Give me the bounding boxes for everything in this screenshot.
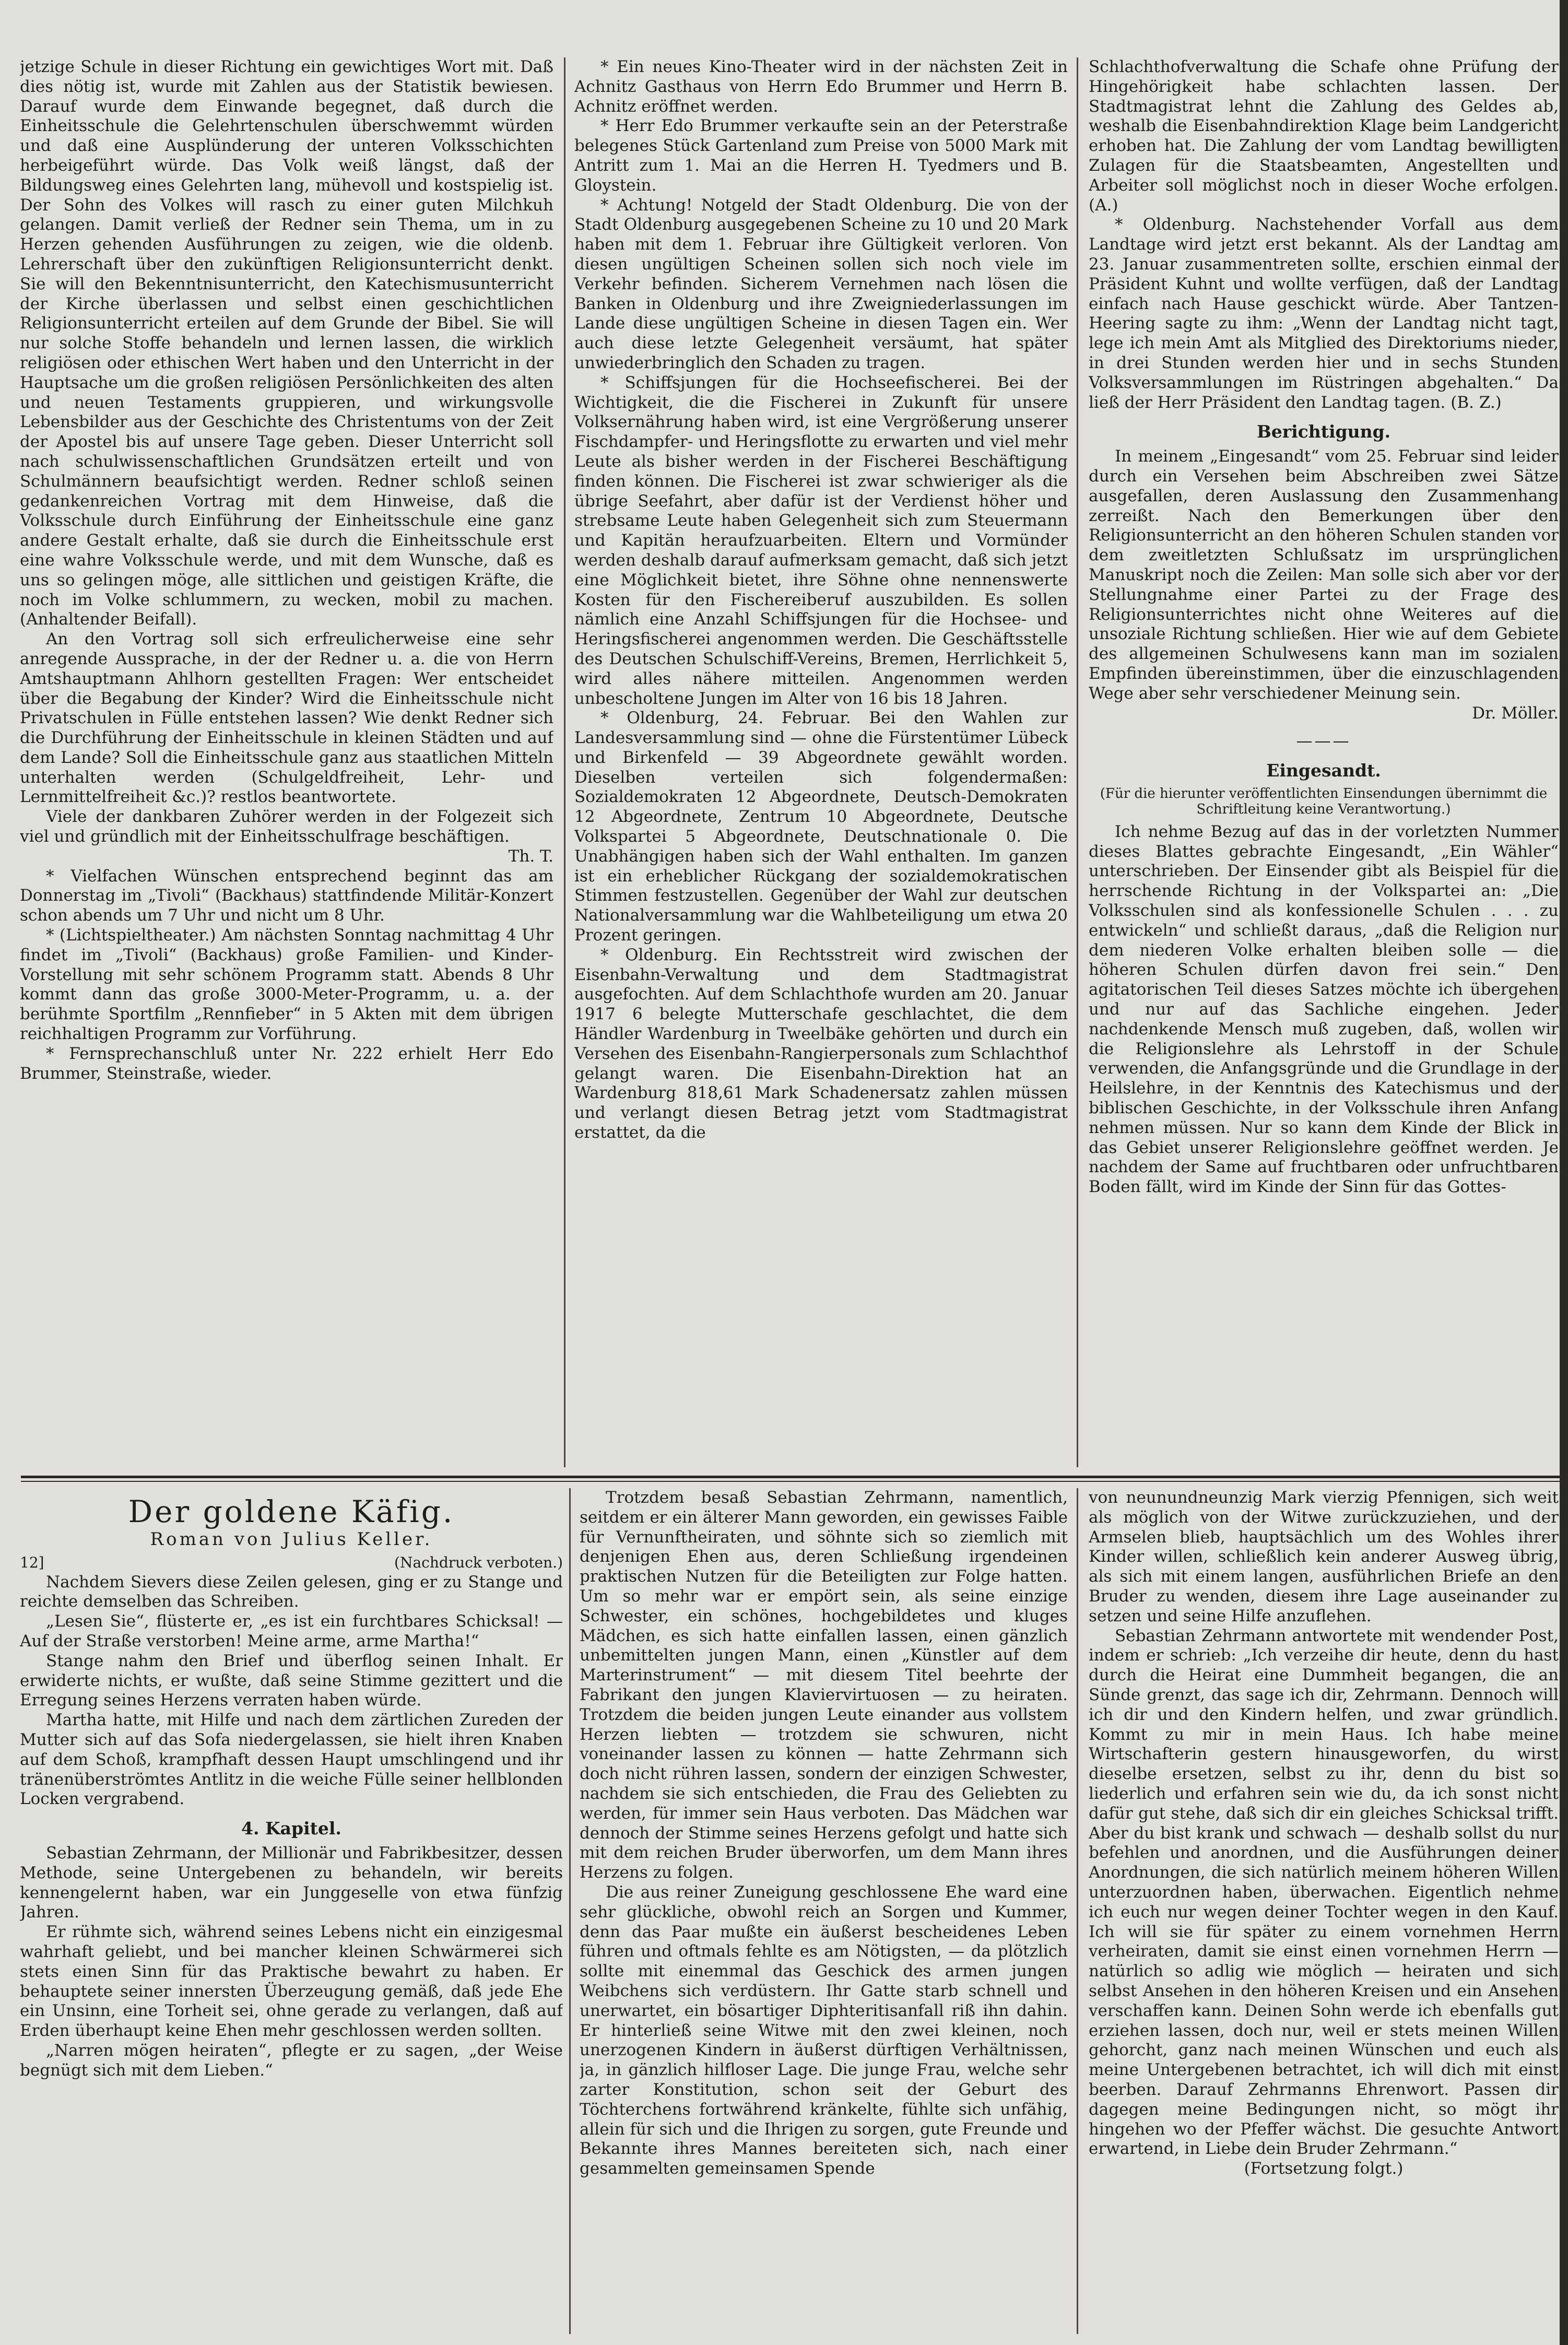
continuation-note: (Fortsetzung folgt.) xyxy=(1244,2159,1404,2178)
chapter-heading: 4. Kapitel. xyxy=(241,1818,341,1839)
serial-text: „Lesen Sie“, flüsterte er, „es ist ein furchtbares Schicksal! — Auf der Straße verstorben! Meine arme, arme Martha!“ xyxy=(20,1612,563,1651)
article-text: Ich nehme Bezug auf das in der vorletzten Nummer dieses Blattes gebrachte Eingesandt, „Ein Wähler“ unterschrieben. Der Einsender gibt als Beispiel für die herrschende Richtung in der Volkspartei an: „Die Volksschulen sind als konfessionelle Schulen . . . zu entwickeln“ und schließt daraus, „daß die Religion nur dem niederen Volke erhalten bleiben solle — die höheren Schulen dürfen davon frei sein.“ Den agitatorischen Teil dieses Satzes möchte ich übergehen und nur auf das Sachliche eingehen. Jeder nachdenkende Mensch muß zugeben, daß, wollen wir die Religionslehre als Lehrstoff in der Schule verwenden, die Anfangsgründe und die Grundlage in der Heilslehre, in der Kenntnis des Katechismus und der biblischen Geschichte, in der Volksschule ihren Anfang nehmen müssen. Nur so kann dem Kinde der Blick in das Gebiet unserer Religionslehre geöffnet werden. Je nachdem der Same auf fruchtbaren oder unfruchtbaren Boden fällt, wird im Kinde der Sinn für das Gottes- xyxy=(1089,822,1559,1197)
article-text: * Oldenburg. Nachstehender Vorfall aus dem Landtage wird jetzt erst bekannt. Als der Landtag am 23. Januar zusammentreten sollte, erschien einmal der Präsident Kuhnt und wollte verfügen, daß der Landtag einfach nach Hause geschickt würde. Aber Tantzen-Heering sagte zu ihm: „Wenn der Landtag nicht tagt, lege ich mein Amt als Mitglied des Direktoriums nieder, in drei Stunden werden hier und in sechs Stunden Volksversammlungen im Rüstringen abgehalten.“ Da ließ der Herr Präsident den Landtag tagen. (B. Z.) xyxy=(1089,215,1559,412)
article-text: * Ein neues Kino-Theater wird in der nächsten Zeit in Achnitz Gasthaus von Herrn Edo Brummer und Herrn B. Achnitz eröffnet werden. xyxy=(574,57,1068,116)
serial-text: Stange nahm den Brief und überflog seinen Inhalt. Er erwiderte nichts, er wußte, daß seine Stimme gezittert und die Erregung seines Herzens verraten haben würde. xyxy=(20,1651,563,1710)
serial-column-2 xyxy=(580,1488,1068,2329)
serial-column-3 xyxy=(1089,1488,1559,2329)
serial-text: Trotzdem besaß Sebastian Zehrmann, namentlich, seitdem er ein älterer Mann geworden, ein gewisses Faible für Vernunftheiraten, und söhnte sich so ziemlich mit denjenigen Ehen aus, deren Schließung irgendeinen praktischen Nutzen für die Beteiligten zur Folge hatten. Um so mehr war er empört sein, als seine einzige Schwester, ein schönes, hochgebildetes und kluges Mädchen, es sich hatte einfallen lassen, einen gänzlich unbemittelten jungen Mann, einen „Künstler auf dem Marterinstrument“ — mit diesem Titel beehrte der Fabrikant den jungen Klaviervirtuosen — zu heiraten. Trotzdem die beiden jungen Leute einander aus vollstem Herzen liebten — trotzdem sie schwuren, nicht voneinander lassen zu können — hatte Zehrmann sich doch nicht rühren lassen, sondern der einzigen Schwester, nachdem sie sich entschieden, die Frau des Geliebten zu werden, für immer sein Haus verboten. Das Mädchen war dennoch der Stimme seines Herzens gefolgt und hatte sich mit dem reichen Bruder überworfen, um dem Mann ihres Herzens zu folgen. xyxy=(580,1488,1068,1882)
article-text: * Fernsprechanschluß unter Nr. 222 erhielt Herr Edo Brummer, Steinstraße, wieder. xyxy=(20,1044,553,1083)
serial-title: Der goldene Käfig. xyxy=(128,1494,455,1529)
serial-text: Nachdem Sievers diese Zeilen gelesen, ging er zu Stange und reichte demselben das Schreiben. xyxy=(20,1572,563,1611)
article-text: * Oldenburg. Ein Rechtsstreit wird zwischen der Eisenbahn-Verwaltung und dem Stadtmagistrat ausgefochten. Auf dem Schlachthofe wurden am 20. Januar 1917 6 belegte Mutterschafe geschlachtet, die dem Händler Wardenburg in Tweelbäke gehörten und durch ein Versehen des Eisenbahn-Rangierpersonals zum Schlachthof gelangt waren. Die Eisenbahn-Direktion hat an Wardenburg 818,61 Mark Schadenersatz zahlen müssen und verlangt diesen Betrag jetzt vom Stadtmagistrat erstattet, da die xyxy=(574,945,1068,1142)
article-text: An den Vortrag soll sich erfreulicherweise eine sehr anregende Aussprache, in der der Redner u. a. die von Herrn Amtshauptmann Ahlhorn gestellten Fragen: Wer entscheidet über die Begabung der Kinder? Wird die Einheitsschule nicht Privatschulen in Fülle entstehen lassen? Wie denkt Redner sich die Durchführung der Einheitsschule in kleinen Städten und auf dem Lande? Soll die Einheitsschule ganz aus staatlichen Mitteln unterhalten werden (Schulgeldfreiheit, Lehr- und Lernmittelfreiheit &c.)? restlos beantwortete. xyxy=(20,630,553,807)
feuilleton-rule xyxy=(21,1476,1568,1478)
reprint-notice: (Nachdruck verboten.) xyxy=(394,1553,563,1571)
serial-subtitle: Roman von Julius Keller. xyxy=(150,1529,433,1550)
article-text: In meinem „Eingesandt“ vom 25. Februar sind leider durch ein Versehen beim Abschreiben zwei Sätze ausgefallen, deren Auslassung den Zusammenhang zerreißt. Nach den Bemerkungen über den Religionsunterricht an den höheren Schulen standen vor dem zweitletzten Schlußsatz im ursprünglichen Manuskript noch die Zeilen: Man solle sich aber vor der Stellungnahme einer Partei zu der Frage des Religionsunterrichtes nicht ohne Weiteres auf die unsoziale Richtung schließen. Hier wie auf dem Gebiete des allgemeinen Schulwesens kann man im sozialen Empfinden übereinstimmen, über die einzuschlagenden Wege aber sehr verschiedener Meinung sein. xyxy=(1089,447,1559,703)
column-divider xyxy=(564,57,565,1467)
news-column-2 xyxy=(574,57,1068,1467)
serial-meta xyxy=(20,1553,563,1573)
article-text: * (Lichtspieltheater.) Am nächsten Sonntag nachmittag 4 Uhr findet im „Tivoli“ (Backhaus) große Familien- und Kinder-Vorstellung mit sehr schönem Programm statt. Abends 8 Uhr kommt dann das große 3000-Meter-Programm, u. a. der berühmte Sportfilm „Rennfieber“ in 5 Akten mit dem übrigen reichhaltigen Programm zur Vorführung. xyxy=(20,926,553,1044)
news-column-3 xyxy=(1089,57,1559,1467)
section-divider: ——— xyxy=(1296,732,1351,751)
serial-column-1 xyxy=(20,1493,563,2329)
article-text: * Oldenburg, 24. Februar. Bei den Wahlen zur Landesversammlung sind — ohne die Fürstentümer Lübeck und Birkenfeld — 39 Abgeordnete gewählt worden. Dieselben verteilen sich folgendermaßen: Sozialdemokraten 12 Abgeordnete, Deutsch-Demokraten 12 Abgeordnete, Zentrum 10 Abgeordnete, Deutsche Volkspartei 5 Abgeordnete, Deutschnationale 0. Die Unabhängigen haben sich der Wahl enthalten. Im ganzen ist ein erheblicher Rückgang der sozialdemokratischen Stimmen festzustellen. Gegenüber der Wahl zur deutschen Nationalversammlung war die Wahlbeteiligung um etwa 20 Prozent geringen. xyxy=(574,709,1068,945)
berichtigung-heading: Berichtigung. xyxy=(1256,421,1391,442)
article-text: * Vielfachen Wünschen entsprechend beginnt das am Donnerstag im „Tivoli“ (Backhaus) stattfindende Militär-Konzert schon abends um 7 Uhr und nicht um 8 Uhr. xyxy=(20,866,553,925)
news-column-1 xyxy=(20,57,553,1467)
column-divider xyxy=(569,1488,571,2334)
serial-text: Martha hatte, mit Hilfe und nach dem zärtlichen Zureden der Mutter sich auf das Sofa niedergelassen, sie hielt ihren Knaben auf dem Schoß, krampfhaft dessen Haupt umschlingend und ihr tränenüberströmtes Antlitz in die weiche Fülle seiner hellblonden Locken vergrabend. xyxy=(20,1711,563,1809)
installment-number: 12] xyxy=(20,1553,44,1571)
column-divider xyxy=(1077,1488,1078,2334)
serial-text: Er rühmte sich, während seines Lebens nicht ein einzigesmal wahrhaft geliebt, und bei mancher kleinen Schwärmerei sich stets einen Sinn für das Praktische bewahrt zu haben. Er behauptete seiner innersten Überzeugung gemäß, daß jede Ehe ein Unsinn, eine Torheit sei, ohne gerade zu verlangen, daß auf Erden überhaupt keine Ehen mehr geschlossen werden sollten. xyxy=(20,1923,563,2041)
serial-text: Sebastian Zehrmann antwortete mit wendender Post, indem er schrieb: „Ich verzeihe dir heute, denn du hast durch die Heirat eine Dummheit begangen, die an Sünde grenzt, das sage ich dir, Zehrmann. Dennoch will ich dir und den Kindern helfen, und zwar gründlich. Kommt zu mir in mein Haus. Ich habe meine Wirtschafterin gestern hinausgeworfen, du wirst dieselbe ersetzen, selbst zu ihr, denn du bist so liederlich und erfahren sein wie du, da ich sonst nicht dafür gut stehe, daß sich dir ein gleiches Schicksal trifft. Aber du bist krank und schwach — deshalb sollst du nur befehlen und anordnen, und die Ausführungen deiner Anordnungen, die sich natürlich meinem höheren Willen unterzuordnen haben, überwachen. Eigentlich nehme ich euch nur wegen deiner Tochter wegen in den Kauf. Ich will sie für später zu einem vornehmen Herrn verheiraten, damit sie einst einen vornehmen Herrn — natürlich so adlig wie möglich — heiraten und sich selbst Ansehen in den höheren Kreisen und ein Ansehen verschaffen kann. Deinen Sohn werde ich ebenfalls gut erziehen lassen, doch nur, weil er stets meinen Willen gehorcht, ganz nach meinen Wünschen und euch als meine Untergebenen betrachtet, ich will dich mit einst beerben. Darauf Zehrmanns Ehrenwort. Passen dir dagegen meine Bedingungen nicht, so mögt ihr hingehen wo der Pfeffer wächst. Die gesuchte Antwort erwartend, in Liebe dein Bruder Zehrmann.“ xyxy=(1089,1626,1559,2159)
eingesandt-note: (Für die hierunter veröffentlichten Einsendungen übernimmt die Schriftleitung keine Verantwortung.) xyxy=(1100,785,1548,817)
article-text: Viele der dankbaren Zuhörer werden in der Folgezeit sich viel und gründlich mit der Einheitsschulfrage beschäftigen. xyxy=(20,807,553,846)
page-edge-shadow xyxy=(1560,0,1568,2345)
article-signature: Th. T. xyxy=(508,846,553,866)
article-text: Schlachthofverwaltung die Schafe ohne Prüfung der Hingehörigkeit habe schlachten lassen. Der Stadtmagistrat lehnt die Zahlung des Geldes ab, weshalb die Eisenbahndirektion Klage beim Landgericht erhoben hat. Die Zahlung der vom Landtag bewilligten Zulagen für die Staatsbeamten, Angestellten und Arbeiter soll möglichst noch in dieser Woche erfolgen. (A.) xyxy=(1089,57,1559,215)
eingesandt-heading: Eingesandt. xyxy=(1266,760,1381,781)
serial-text: Die aus reiner Zuneigung geschlossene Ehe ward eine sehr glückliche, obwohl reich an Sorgen und Kummer, denn das Paar mußte ein äußerst bescheidenes Leben führen und oftmals fehlte es am Nötigsten, — da plötzlich sollte mit einemmal das Geschick des armen jungen Weibchens sich verdüstern. Ihr Gatte starb schnell und unerwartet, ein bösartiger Diphteritisanfall riß ihn dahin. Er hinterließ seine Witwe mit den zwei kleinen, noch unerzogenen Kindern in äußerst dürftigen Verhältnissen, ja, in gänzlich hilfloser Lage. Die junge Frau, welche sehr zarter Konstitution, schon seit der Geburt des Töchterchens fortwährend kränkelte, fühlte sich unfähig, allein für sich und die Ihrigen zu sorgen, gute Freunde und Bekannte ihres Mannes bereiteten sich, nach einer gesammelten gemeinsamen Spende xyxy=(580,1882,1068,2178)
article-signature: Dr. Möller. xyxy=(1472,703,1559,723)
article-text: * Schiffsjungen für die Hochseefischerei. Bei der Wichtigkeit, die die Fischerei in Zukunft für unsere Volksernährung haben wird, ist eine Vergrößerung unserer Fischdampfer- und Heringsflotte zu erwarten und viel mehr Leute als bisher werden in der Fischerei Beschäftigung finden können. Die Fischerei ist zwar schwieriger als die übrige Seefahrt, aber dafür ist der Verdienst höher und strebsame Leute haben Gelegenheit sich zum Steuermann und Kapitän heraufzuarbeiten. Eltern und Vormünder werden deshalb darauf aufmerksam gemacht, daß sich jetzt eine Möglichkeit bietet, ihre Söhne ohne nennenswerte Kosten für den Fischereiberuf auszubilden. Es sollen nämlich eine Anzahl Schiffsjungen für die Hochsee- und Heringsfischerei angenommen werden. Die Geschäftsstelle des Deutschen Schulschiff-Vereins, Bremen, Herrlichkeit 5, wird alles nähere mitteilen. Angenommen werden unbescholtene Jungen im Alter von 16 bis 18 Jahren. xyxy=(574,373,1068,708)
serial-text: „Narren mögen heiraten“, pflegte er zu sagen, „der Weise begnügt sich mit dem Lieben.“ xyxy=(20,2041,563,2080)
feuilleton-rule xyxy=(21,1481,1568,1482)
serial-text: von neunundneunzig Mark vierzig Pfennigen, sich weit als möglich von der Witwe zurückzuziehen, und der Armselen blieb, hauptsächlich um des Wohles ihrer Kinder willen, schließlich kein anderer Ausweg übrig, als sich mit einem langen, ausführlichen Briefe an den Bruder zu wenden, diesem ihre Lage auseinander zu setzen und seine Hilfe anzuflehen. xyxy=(1089,1488,1559,1625)
column-divider xyxy=(1077,57,1078,1467)
article-text: jetzige Schule in dieser Richtung ein gewichtiges Wort mit. Daß dies nötig ist, wurde mit Zahlen aus der Statistik bewiesen. Darauf wurde dem Einwande begegnet, daß durch die Einheitsschule die Gelehrtenschulen überschwemmt würden und daß eine Ausplünderung der unteren Volksschichten herbeigeführt würde. Das Volk weiß längst, daß der Bildungsweg eines Gelehrten lang, mühevoll und kostspielig ist. Der Sohn des Volkes will rasch zu einer guten Milchkuh gelangen. Damit verließ der Redner sein Thema, um in zu Herzen gehenden Ausführungen zu zeigen, wie die oldenb. Lehrerschaft über den zukünftigen Religionsunterricht denkt. Sie will den Bekenntnisunterricht, den Katechismusunterricht der Kirche überlassen und selbst einen geschichtlichen Religionsunterricht erteilen auf dem Grunde der Bibel. Sie will nur solche Stoffe behandeln und lernen lassen, die wirklich religiösen oder ethischen Wert haben und den Unterricht in der Hauptsache um die großen religiösen Persönlichkeiten des alten und neuen Testaments gruppieren, und wirkungsvolle Lebensbilder aus der Geschichte des Christentums von der Zeit der Apostel bis auf unsere Tage geben. Dieser Unterricht soll nach schulwissenschaftlichen Grundsätzen erteilt und von Schulmännern beaufsichtigt werden. Redner schloß seinen gedankenreichen Vortrag mit dem Hinweise, daß die Volksschule durch Einführung der Einheitsschule eine ganz andere Gestalt erhalte, daß sie durch die Einheitsschule erst eine wahre Volksschule werde, und mit dem Wunsche, daß es uns so gelingen möge, alle sittlichen und geistigen Kräfte, die noch im Volke schlummern, zu wecken, mobil zu machen. (Anhaltender Beifall). xyxy=(20,57,553,629)
article-text: * Herr Edo Brummer verkaufte sein an der Peterstraße belegenes Stück Gartenland zum Preise von 5000 Mark mit Antritt zum 1. Mai an die Herren H. Tyedmers und B. Gloystein. xyxy=(574,116,1068,195)
serial-text: Sebastian Zehrmann, der Millionär und Fabrikbesitzer, dessen Methode, seine Untergebenen zu behandeln, wir bereits kennengelernt haben, war ein Junggeselle von etwa fünfzig Jahren. xyxy=(20,1843,563,1922)
article-text: * Achtung! Notgeld der Stadt Oldenburg. Die von der Stadt Oldenburg ausgegebenen Scheine zu 10 und 20 Mark haben mit dem 1. Februar ihre Gültigkeit verloren. Von diesen ungültigen Scheinen sollen sich noch viele im Verkehr befinden. Sicherem Vernehmen nach lösen die Banken in Oldenburg und ihre Zweigniederlassungen im Lande diese ungültigen Scheine in diesen Tagen ein. Wer auch diese letzte Gelegenheit versäumt, hat später unwiederbringlich den Schaden zu tragen. xyxy=(574,195,1068,372)
